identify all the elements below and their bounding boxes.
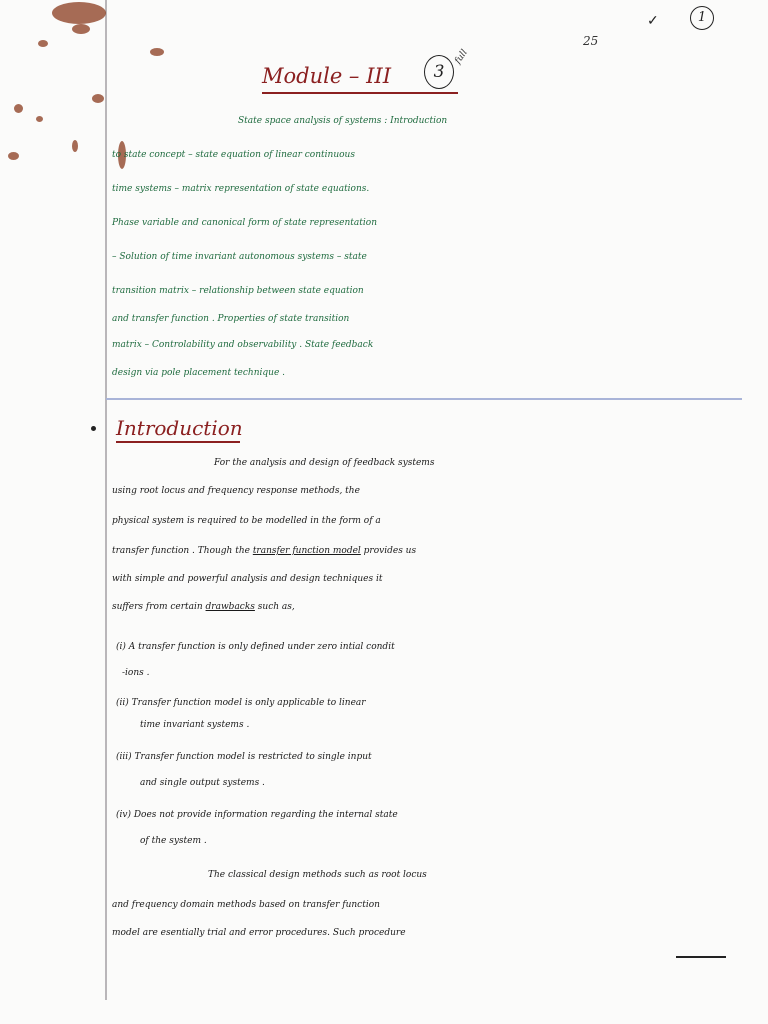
module-title: Module – III bbox=[262, 64, 391, 88]
paragraph-text: provides us bbox=[360, 546, 417, 556]
syllabus-line: matrix – Controlability and observability . State feedback bbox=[112, 340, 374, 350]
circled-page-number: 1 bbox=[690, 6, 714, 30]
list-item: (ii) Transfer function model is only applicable to linear bbox=[116, 698, 366, 708]
bullet-dot bbox=[91, 426, 96, 431]
list-item: (i) A transfer function is only defined under zero intial condit bbox=[116, 642, 395, 652]
syllabus-line: design via pole placement technique . bbox=[112, 368, 286, 378]
ink-stain bbox=[14, 104, 23, 113]
module-note: full bbox=[453, 48, 470, 66]
syllabus-line: – Solution of time invariant autonomous systems – state bbox=[112, 252, 367, 262]
paragraph-text: suffers from certain bbox=[112, 602, 206, 612]
ink-stain bbox=[72, 140, 78, 152]
ink-stain bbox=[92, 94, 104, 103]
paragraph-line: model are esentially trial and error procedures. Such procedure bbox=[112, 928, 406, 938]
check-mark: ✓ bbox=[647, 13, 659, 29]
ink-stain bbox=[72, 24, 90, 34]
paragraph-line: physical system is required to be modelled in the form of a bbox=[112, 516, 381, 526]
syllabus-line: to state concept – state equation of linear continuous bbox=[112, 150, 355, 160]
title-underline bbox=[262, 92, 458, 94]
list-item: (iii) Transfer function model is restricted to single input bbox=[116, 752, 372, 762]
ink-stain bbox=[38, 40, 48, 47]
paragraph-line: The classical design methods such as root locus bbox=[208, 870, 427, 880]
paragraph-line: using root locus and frequency response methods, the bbox=[112, 486, 360, 496]
heading-underline bbox=[116, 441, 240, 443]
list-item: (iv) Does not provide information regarding the internal state bbox=[116, 810, 398, 820]
list-item-continuation: and single output systems . bbox=[140, 778, 265, 788]
paragraph-text: such as, bbox=[254, 602, 295, 612]
ink-stain bbox=[36, 116, 43, 122]
syllabus-line: transition matrix – relationship between state equation bbox=[112, 286, 364, 296]
syllabus-line: Phase variable and canonical form of state representation bbox=[112, 218, 377, 228]
syllabus-line: and transfer function . Properties of state transition bbox=[112, 314, 350, 324]
list-item-continuation: time invariant systems . bbox=[140, 720, 250, 730]
paragraph-line bbox=[112, 602, 752, 612]
margin-line bbox=[105, 0, 107, 1000]
paragraph-line: with simple and powerful analysis and design techniques it bbox=[112, 574, 383, 584]
ink-stain bbox=[150, 48, 164, 56]
underlined-term: drawbacks bbox=[205, 602, 255, 612]
underlined-term: transfer function model bbox=[252, 546, 361, 556]
page-number: 25 bbox=[583, 34, 599, 48]
syllabus-line: time systems – matrix representation of state equations. bbox=[112, 184, 370, 194]
syllabus-line: State space analysis of systems : Introduction bbox=[238, 116, 448, 126]
word-underline bbox=[676, 956, 726, 958]
paragraph-line: and frequency domain methods based on transfer function bbox=[112, 900, 380, 910]
ink-stain bbox=[8, 152, 19, 160]
section-divider bbox=[106, 398, 742, 400]
ink-stain bbox=[52, 2, 106, 24]
list-item-continuation: -ions . bbox=[122, 668, 150, 678]
module-circled-number: 3 bbox=[424, 55, 454, 89]
paragraph-line: For the analysis and design of feedback systems bbox=[214, 458, 435, 468]
paragraph-text: transfer function . Though the bbox=[112, 546, 253, 556]
paragraph-line bbox=[112, 546, 752, 556]
introduction-heading: Introduction bbox=[116, 416, 243, 440]
list-item-continuation: of the system . bbox=[140, 836, 207, 846]
